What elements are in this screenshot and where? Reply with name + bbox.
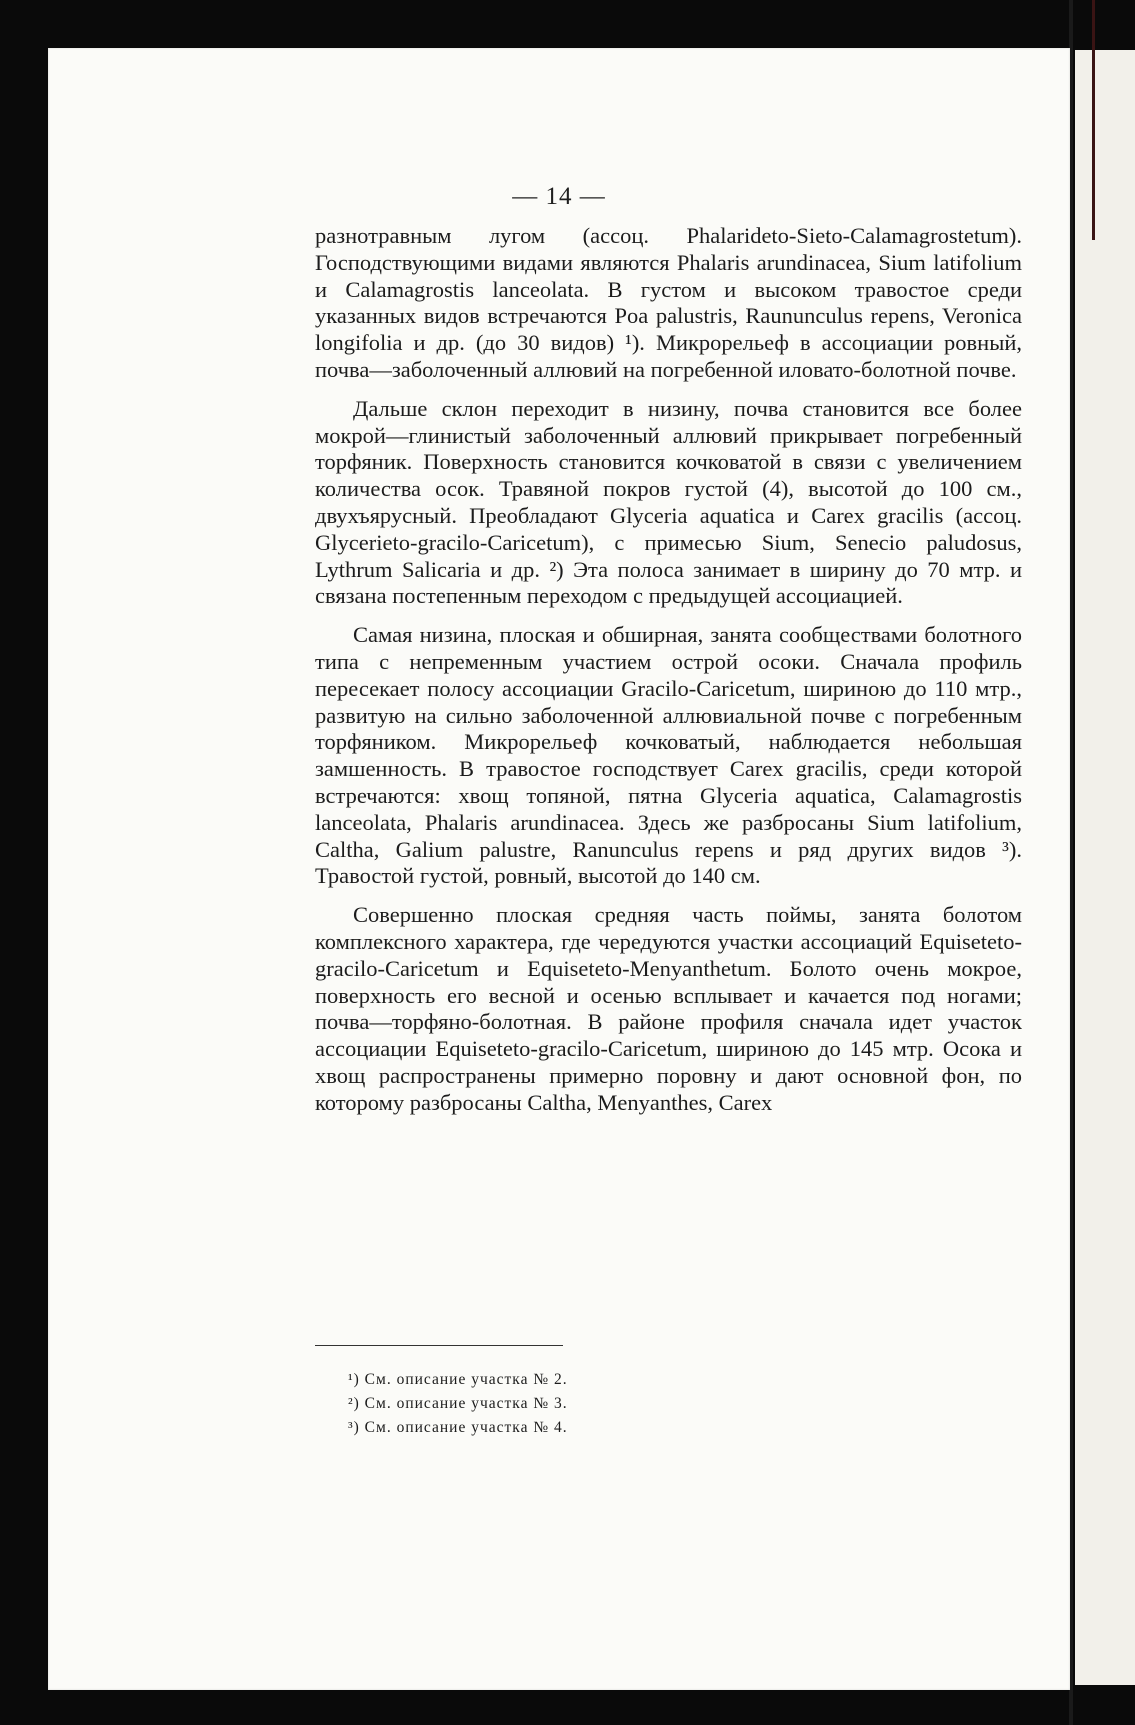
paragraph-1: разнотравным лугом (ассоц. Phalarideto-Sieto-Calamagrostetum). Господствующими видами являются Phalaris arundinacea, Sium latifolium и Calamagrostis lanceolata. В густом и высоком травостое среди указанных видов встречаются Poa palustris, Raununculus repens, Veronica longifolia и др. (до 30 видов) ¹). Микрорельеф в ассоциации ровный, почва—заболоченный аллювий на погребенной иловато-болотной почве. (315, 223, 1022, 382)
footnote-2: ²) См. описание участка № 3. (348, 1395, 568, 1412)
footnote-1: ¹) См. описание участка № 2. (348, 1371, 568, 1388)
page-number: — 14 — (512, 183, 606, 210)
adjacent-page-edge (1075, 50, 1135, 1685)
binding-edge (1092, 0, 1095, 240)
paragraph-4: Совершенно плоская средняя часть поймы, занята болотом комплексного характера, где чередуются участки ассоциаций Equiseteto-gracilo-Caricetum и Equiseteto-Menyanthetum. Болото очень мокрое, поверхность его весной и осенью всплывает и качается под ногами; почва—торфяно-болотная. В районе профиля сначала идет участок ассоциации Equiseteto-gracilo-Caricetum, шириною до 145 мтр. Осока и хвощ распространены примерно поровну и дают основной фон, по которому разбросаны Caltha, Menyanthes, Carex (315, 902, 1022, 1115)
footnote-3: ³) См. описание участка № 4. (348, 1419, 568, 1436)
footnote-rule (315, 1345, 563, 1346)
book-page (48, 48, 1070, 1690)
paragraph-3: Самая низина, плоская и обширная, занята сообществами болотного типа с непременным участием острой осоки. Сначала профиль пересекает полосу ассоциации Gracilo-Caricetum, шириною до 110 мтр., развитую на сильно заболоченной аллювиальной почве с погребенным торфяником. Микрорельеф кочковатый, наблюдается небольшая замшенность. В травостое господствует Carex gracilis, среди которой встречаются: хвощ топяной, пятна Glyceria aquatica, Calamagrostis lanceolata, Phalaris arundinacea. Здесь же разбросаны Sium latifolium, Caltha, Galium palustre, Ranunculus repens и ряд других видов ³). Травостой густой, ровный, высотой до 140 см. (315, 622, 1022, 889)
footnotes (348, 1368, 748, 1440)
paragraph-2: Дальше склон переходит в низину, почва становится все более мокрой—глинистый заболоченный аллювий прикрывает погребенный торфяник. Поверхность становится кочковатой в связи с увеличением количества осок. Травяной покров густой (4), высотой до 100 см., двухъярусный. Преобладают Glyceria aquatica и Carex gracilis (ассоц. Glycerieto-gracilo-Caricetum), с примесью Sium, Senecio paludosus, Lythrum Salicaria и др. ²) Эта полоса занимает в ширину до 70 мтр. и связана постепенным переходом с предыдущей ассоциацией. (315, 395, 1022, 609)
body-text (315, 223, 1022, 1129)
